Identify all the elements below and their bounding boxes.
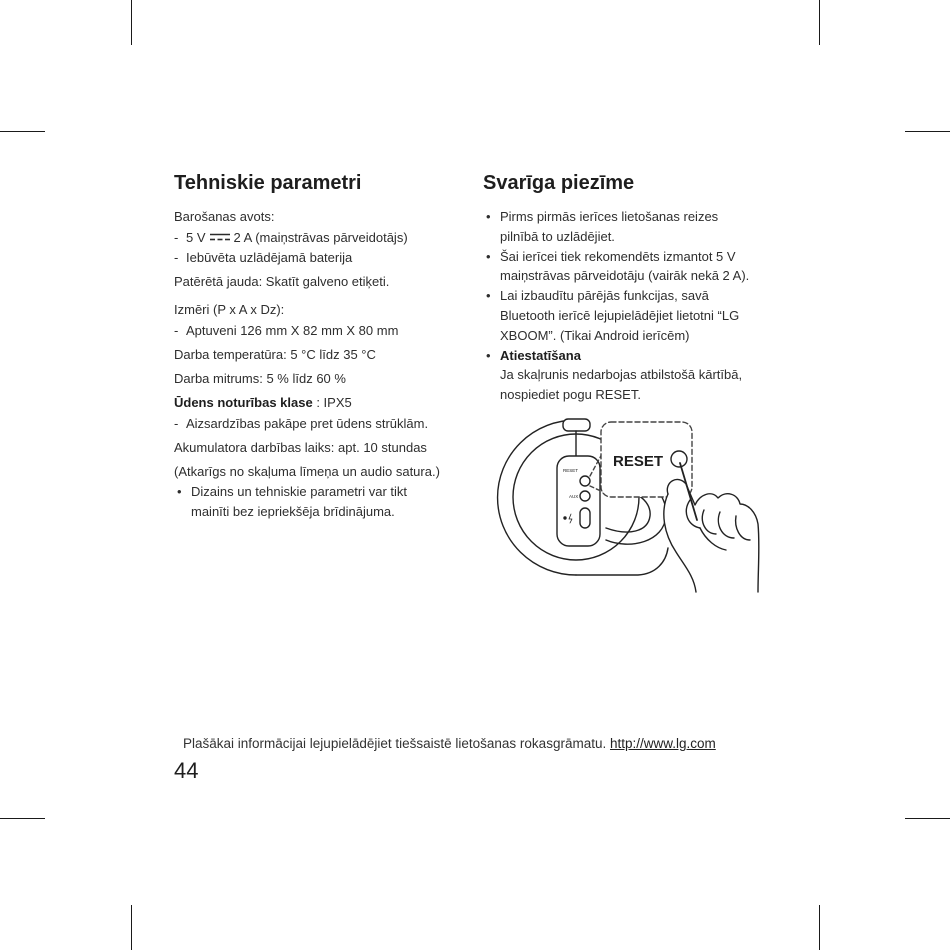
reset-title: Atiestatīšana: [500, 347, 581, 363]
reset-button-callout-icon: [671, 451, 687, 467]
crop-mark: [905, 818, 950, 819]
speaker-strap-top: [563, 419, 590, 431]
specs-heading: Tehniskie parametri: [174, 172, 362, 194]
dimensions-value: Aptuveni 126 mm X 82 mm X 80 mm: [186, 323, 399, 338]
notice-heading: Svarīga piezīme: [483, 172, 635, 194]
page-number: 44: [174, 758, 199, 783]
dimensions-item: [174, 321, 398, 341]
panel-reset-label: RESET: [563, 468, 579, 473]
crop-mark: [0, 818, 45, 819]
power-source-label: Barošanas avots:: [174, 209, 275, 224]
bullet-icon: •: [486, 288, 491, 304]
water-resistance-label: Ūdens noturības klase: [174, 395, 313, 410]
led-dot-icon: [564, 517, 566, 519]
battery-text: Iebūvēta uzlādējamā baterija: [186, 250, 353, 265]
reset-line: Ja skaļrunis nedarbojas atbilstošā kārtībā,: [500, 367, 743, 383]
panel-aux-label: AUX: [569, 494, 579, 499]
power-current: 2 A (maiņstrāvas pārveidotājs): [233, 230, 408, 245]
notice-line: Šai ierīcei tiek rekomendēts izmantot 5 V: [500, 248, 736, 264]
notice-line: Lai izbaudītu pārējās funkcijas, savā: [500, 288, 709, 304]
power-consumption: Patērētā jauda: Skatīt galveno etiķeti.: [174, 274, 390, 289]
dimensions-label: Izmēri (P x A x Dz):: [174, 302, 285, 317]
design-note-line: mainīti bez iepriekšēja brīdinājuma.: [191, 503, 395, 519]
power-adapter-item: [174, 228, 408, 248]
crop-mark: [0, 131, 45, 132]
notice-line: pilnībā to uzlādējiet.: [500, 228, 615, 244]
footer-text: Plašākai informācijai lejupielādējiet tiešsaistē lietošanas rokasgrāmatu.: [183, 736, 607, 751]
crop-mark: [131, 0, 132, 45]
water-resistance-value: : IPX5: [312, 395, 352, 410]
crop-mark: [131, 905, 132, 950]
list-dash: -: [174, 230, 179, 245]
list-item: [483, 247, 783, 287]
list-dash: -: [174, 250, 179, 265]
list-dash: -: [174, 323, 179, 338]
footer-note: [183, 734, 716, 754]
list-dash: -: [174, 416, 179, 431]
design-note: [174, 482, 407, 522]
bullet-icon: •: [486, 347, 491, 363]
power-voltage: 5 V: [186, 230, 206, 245]
crop-mark: [819, 905, 820, 950]
operating-humidity: Darba mitrums: 5 % līdz 60 %: [174, 371, 346, 386]
bullet-icon: •: [486, 248, 491, 264]
protection-text: Aizsardzības pakāpe pret ūdens strūklām.: [186, 416, 429, 431]
list-item: [483, 207, 783, 247]
reset-line: nospiediet pogu RESET.: [500, 387, 641, 403]
hand-with-pin-icon: [664, 463, 759, 600]
battery-item: [174, 248, 352, 268]
operating-temperature: Darba temperatūra: 5 °C līdz 35 °C: [174, 347, 376, 362]
callout-reset-label: RESET: [613, 453, 664, 470]
speaker-illustration: [490, 410, 780, 600]
notice-line: Pirms pirmās ierīces lietošanas reizes: [500, 209, 719, 224]
battery-life-note: (Atkarīgs no skaļuma līmeņa un audio satura.): [174, 464, 440, 479]
bullet-icon: •: [486, 209, 491, 224]
list-item: [483, 286, 783, 345]
crop-mark: [819, 0, 820, 45]
bullet-icon: •: [177, 484, 182, 499]
crop-mark: [905, 131, 950, 132]
water-resistance: [174, 393, 352, 413]
reset-item: [483, 346, 783, 405]
notice-line: maiņstrāvas pārveidotāju (vairāk nekā 2 A).: [500, 268, 750, 284]
notice-line: Bluetooth ierīcē lejupielādējiet lietotni “LG: [500, 307, 740, 323]
notice-list: [483, 207, 783, 405]
design-note-line: Dizains un tehniskie parametri var tikt: [191, 484, 408, 499]
notice-line: XBOOM”. (Tikai Android ierīcēm): [500, 327, 690, 343]
lg-website-link[interactable]: http://www.lg.com: [609, 736, 716, 751]
protection-item: [174, 414, 428, 434]
dc-symbol-icon: [210, 233, 230, 242]
battery-life: Akumulatora darbības laiks: apt. 10 stundas: [174, 440, 427, 455]
